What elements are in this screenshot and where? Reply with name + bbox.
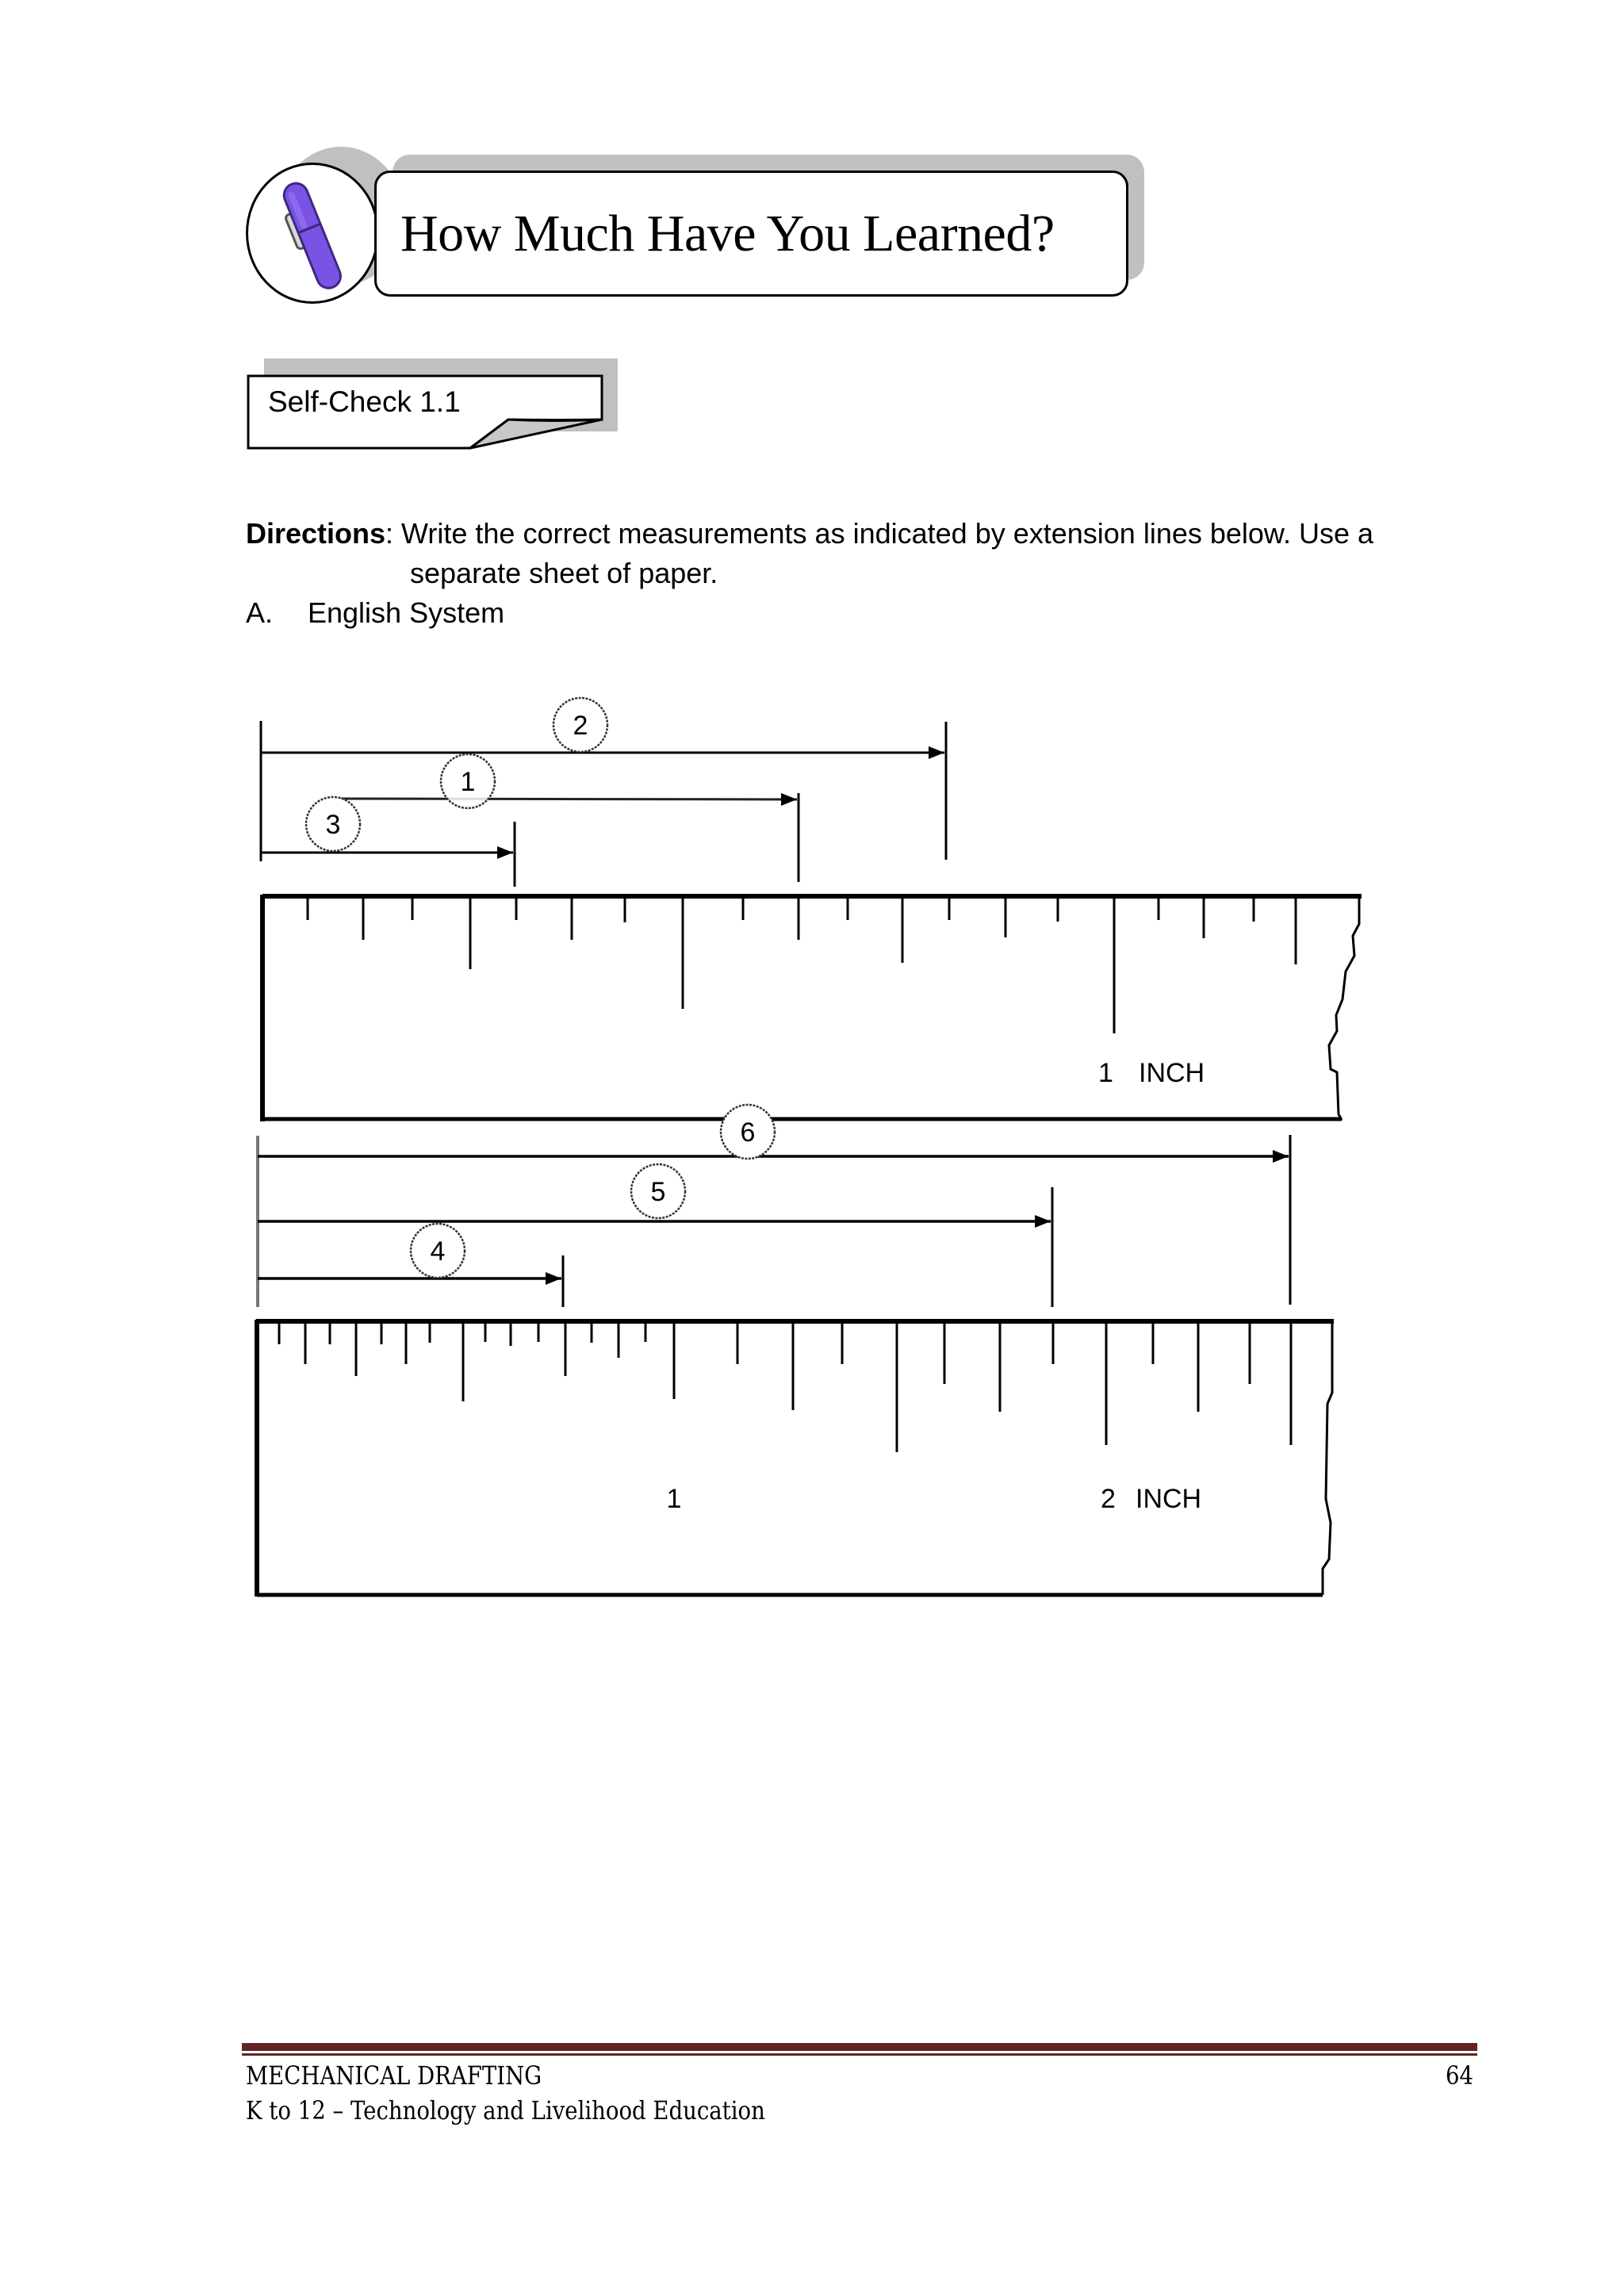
footer-rule-thin (242, 2053, 1477, 2056)
ruler-1 (262, 895, 1362, 1121)
footer-rule-thick (242, 2043, 1477, 2051)
ruler-1-label-number: 1 (1098, 1058, 1113, 1088)
footer-course: K to 12 – Technology and Livelihood Education (246, 2095, 765, 2125)
svg-text:5: 5 (650, 1177, 666, 1207)
svg-text:6: 6 (740, 1117, 756, 1148)
svg-text:3: 3 (325, 810, 341, 840)
callout-1 (441, 754, 495, 808)
callout-2 (553, 698, 607, 752)
svg-text:4: 4 (430, 1236, 446, 1267)
ruler-2-label-1: 1 (666, 1484, 682, 1514)
page-title: How Much Have You Learned? (400, 204, 1055, 263)
callout-5 (631, 1164, 685, 1218)
callout-6 (721, 1105, 775, 1159)
ruler-2-label-2-number: 2 (1101, 1484, 1116, 1514)
footer-subject: MECHANICAL DRAFTING (246, 2060, 542, 2091)
svg-text:1: 1 (460, 767, 476, 797)
directions-line-2: separate sheet of paper. (410, 557, 718, 589)
section-title: English System (308, 596, 505, 629)
callout-3 (306, 797, 360, 851)
ruler-1-label-unit: INCH (1139, 1058, 1205, 1088)
diagram-1 (261, 698, 1362, 1121)
directions-text: : Write the correct measurements as indicated by extension lines below. Use a (385, 517, 1373, 550)
svg-text:2: 2 (573, 711, 588, 741)
section-letter: A. (246, 596, 274, 629)
callout-4 (411, 1224, 465, 1278)
diagram-2 (256, 1105, 1334, 1596)
ruler-2 (256, 1320, 1334, 1596)
self-check-label: Self-Check 1.1 (268, 385, 461, 418)
ruler-2-label-2-unit: INCH (1136, 1484, 1202, 1514)
directions-label: Directions (246, 517, 386, 550)
page-number: 64 (1446, 2060, 1474, 2091)
